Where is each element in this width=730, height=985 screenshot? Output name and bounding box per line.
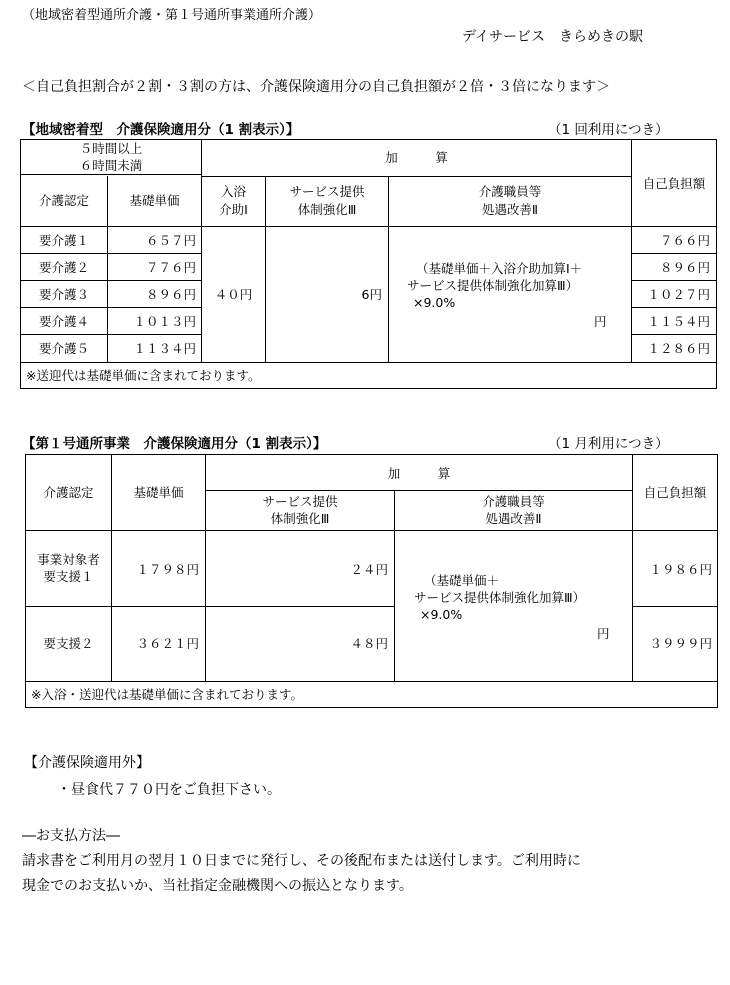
table2-staff-formula-3: ×9.0% — [420, 607, 463, 622]
table1-kasan-header: 加 算 — [385, 150, 448, 165]
table1-staff-formula-2: サービス提供体制強化加算Ⅲ） — [407, 278, 579, 293]
outside-insurance-title: 【介護保険適用外】 — [24, 755, 150, 771]
table2-col-staff-2: 処遇改善Ⅱ — [485, 511, 542, 526]
table1-footnote: ※送迎代は基礎単価に含まれております。 — [26, 368, 261, 383]
table2-footnote: ※入浴・送迎代は基礎単価に含まれております。 — [31, 687, 303, 702]
payment-line2: 現金でのお支払いか、当社指定金融機関への振込となります。 — [22, 878, 413, 894]
table2-title: 【第１号通所事業 介護保険適用分（1 割表示）】 — [22, 436, 327, 452]
table1-col-staff-1: 介護職員等 — [478, 184, 542, 199]
table1-row-base: ７７６円 — [145, 260, 196, 275]
table1-col-staff-2: 処遇改善Ⅱ — [481, 202, 539, 217]
table1-hours-line2: ６時間未満 — [79, 158, 143, 173]
table1-row-self: １２８６円 — [647, 341, 710, 356]
table1-bath-value: ４０円 — [214, 287, 253, 302]
table1-col-service-1: サービス提供 — [289, 184, 365, 199]
table2-row-base: １７９８円 — [136, 562, 199, 577]
table1-col-base: 基礎単価 — [129, 193, 180, 208]
table1-row-level: 要介護１ — [38, 233, 89, 248]
table2-col-service-1: サービス提供 — [262, 494, 338, 509]
table2-row-level-line1: 要支援２ — [43, 636, 94, 651]
table1-row-level: 要介護５ — [38, 341, 89, 356]
table2-col-level: 介護認定 — [43, 485, 94, 500]
copay-notice: ＜自己負担割合が２割・３割の方は、介護保険適用分の自己負担額が２倍・３倍になります＞ — [22, 79, 610, 95]
table1-row-level: 要介護２ — [38, 260, 89, 275]
table1-unit: （1 回利用につき） — [548, 122, 669, 138]
table2-row-level-line2: 要支援１ — [43, 569, 94, 584]
table1-staff-formula-1: （基礎単価＋入浴介助加算Ⅰ＋ — [416, 261, 583, 276]
table2-selfpay-header: 自己負担額 — [643, 485, 707, 500]
table2-row-service: ２４円 — [350, 562, 388, 577]
table2-row-service: ４８円 — [350, 636, 388, 651]
document-subtitle: （地域密着型通所介護・第１号通所事業通所介護） — [22, 8, 322, 23]
table2-col-base: 基礎単価 — [133, 485, 184, 500]
table2-staff-yen: 円 — [597, 626, 610, 641]
table1-row-level: 要介護３ — [38, 287, 89, 302]
payment-title: ―お支払方法― — [22, 828, 120, 844]
table2-col-staff-1: 介護職員等 — [482, 494, 545, 509]
table1-row-level: 要介護４ — [38, 314, 89, 329]
table1-staff-yen: 円 — [594, 314, 607, 329]
table1-row-self: １０２７円 — [647, 287, 710, 302]
table1-col-service-2: 体制強化Ⅲ — [297, 202, 357, 217]
table1-title: 【地域密着型 介護保険適用分（1 割表示）】 — [22, 122, 300, 138]
table1-selfpay-header: 自己負担額 — [642, 176, 706, 191]
table1-hours-line1: ５時間以上 — [79, 141, 143, 156]
table1-col-bath-2: 介助Ⅰ — [219, 202, 248, 217]
table1-row-base: １０１３円 — [133, 314, 196, 329]
table2-col-service-2: 体制強化Ⅲ — [270, 511, 330, 526]
table1-row-base: １１３４円 — [133, 341, 196, 356]
lunch-fee-item: ・昼食代７７０円をご負担下さい。 — [57, 782, 281, 798]
table2-row-self: ３９９９円 — [649, 636, 712, 651]
table1-col-level: 介護認定 — [38, 193, 89, 208]
table2-staff-formula-2: サービス提供体制強化加算Ⅲ） — [414, 590, 586, 605]
table1-row-self: １１５４円 — [647, 314, 710, 329]
table1-row-self: ８９６円 — [659, 260, 710, 275]
table1-col-bath-1: 入浴 — [220, 184, 246, 199]
table2-row-base: ３６２１円 — [136, 636, 199, 651]
table1-staff-formula-3: ×9.0% — [413, 295, 456, 310]
table2-staff-formula-1: （基礎単価＋ — [424, 573, 500, 588]
table1-row-base: ８９６円 — [145, 287, 196, 302]
organization-name: デイサービス きらめきの駅 — [462, 29, 644, 45]
table2-unit: （1 月利用につき） — [548, 436, 669, 452]
table1-row-base: ６５７円 — [145, 233, 196, 248]
table2-row-self: １９８６円 — [649, 562, 712, 577]
table1-row-self: ７６６円 — [659, 233, 710, 248]
table2-row-level-line1: 事業対象者 — [37, 552, 100, 567]
table1-service-value: 6円 — [361, 287, 382, 302]
table2-kasan-header: 加 算 — [387, 466, 451, 481]
payment-line1: 請求書をご利用月の翌月１０日までに発行し、その後配布または送付します。ご利用時に — [22, 853, 581, 869]
